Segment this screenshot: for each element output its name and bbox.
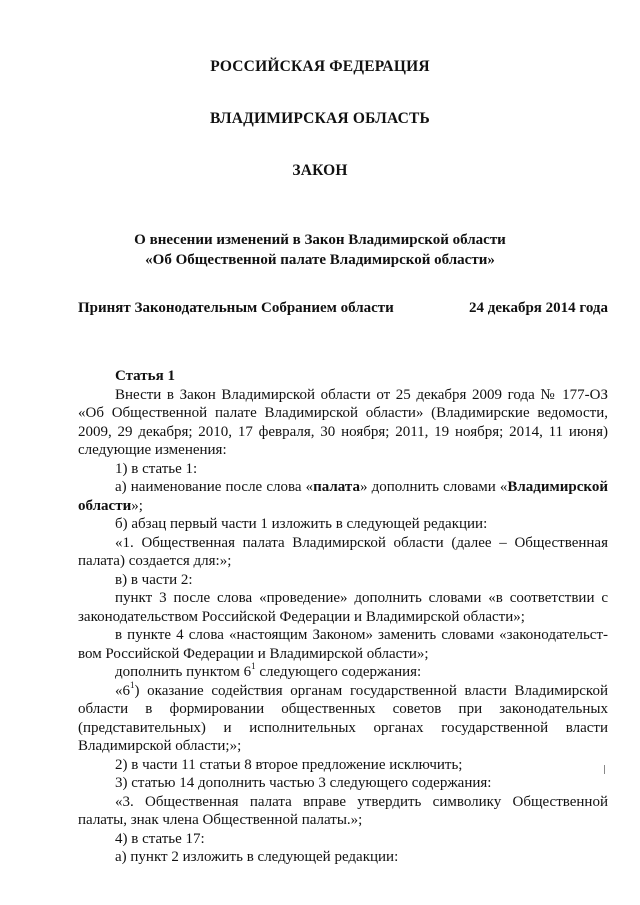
item-3: 3) статью 14 дополнить частью 3 следующего содержания: [115,775,492,791]
quote-part-3: «3. Общественная палата вправе утвердить символику Общественной палаты, знак члена Общественной палаты.»; [78,793,608,828]
header-region: ВЛАДИМИРСКАЯ ОБЛАСТЬ [210,110,430,127]
scan-mark [604,765,605,774]
article-heading: Статья 1 [115,368,175,384]
article-body [78,367,608,867]
clause-3-change: пункт 3 после слова «проведение» дополнить словами «в соответствии с законодательством Российской Федерации и Владимирской области»; [78,590,608,625]
accepted-date: 24 декабря 2014 года [469,300,608,316]
item-2: 2) в части 11 статьи 8 второе предложение исключить; [115,756,463,773]
accepted-by: Принят Законодательным Собранием области [78,300,394,316]
item-1a: а) наименование после слова «палата» дополнить словами «Владимирской области»; [78,479,608,514]
header-doc-type: ЗАКОН [292,162,348,179]
accepted-line [78,300,608,317]
article-intro: Внести в Закон Владимирской области от 25 декабря 2009 года № 177-ОЗ «Об Общественной палате Владимирской области» (Владимирские ведомости, 2009, 29 декабря; 2010, 17 февраля, 30 ноября; 2011, 19 ноября; 2014, 11 июня) следующие изменения: [78,386,608,458]
add-clause-6-1: дополнить пунктом $6^1$ следующего содержания: [115,661,422,680]
item-1: 1) в статье 1: [115,460,198,477]
clause-4-change: в пункте 4 слова «настоящим Законом» заменить словами «законодательст-вом Российской Федерации и Владимирской области»; [78,627,608,662]
item-1b: б) абзац первый части 1 изложить в следующей редакции: [115,516,488,532]
law-title-line-2: «Об Общественной палате Владимирской области» [145,252,495,268]
item-1c: в) в части 2: [115,571,193,588]
law-title-line-1: О внесении изменений в Закон Владимирской области [134,232,506,248]
quote-clause-6-1: «$6^1$) оказание содействия органам государственной власти Владимирской области в формировании общественных советов при законодательных (представительных) и исполнительных органах государственной власти Владимирской области;»; [78,679,608,754]
quote-part-1: «1. Общественная палата Владимирской области (далее – Общественная палата) создается для:»; [78,534,608,569]
header-country: РОССИЙСКАЯ ФЕДЕРАЦИЯ [210,58,430,75]
item-4: 4) в статье 17: [115,830,205,847]
item-4a: а) пункт 2 изложить в следующей редакции: [115,849,399,865]
